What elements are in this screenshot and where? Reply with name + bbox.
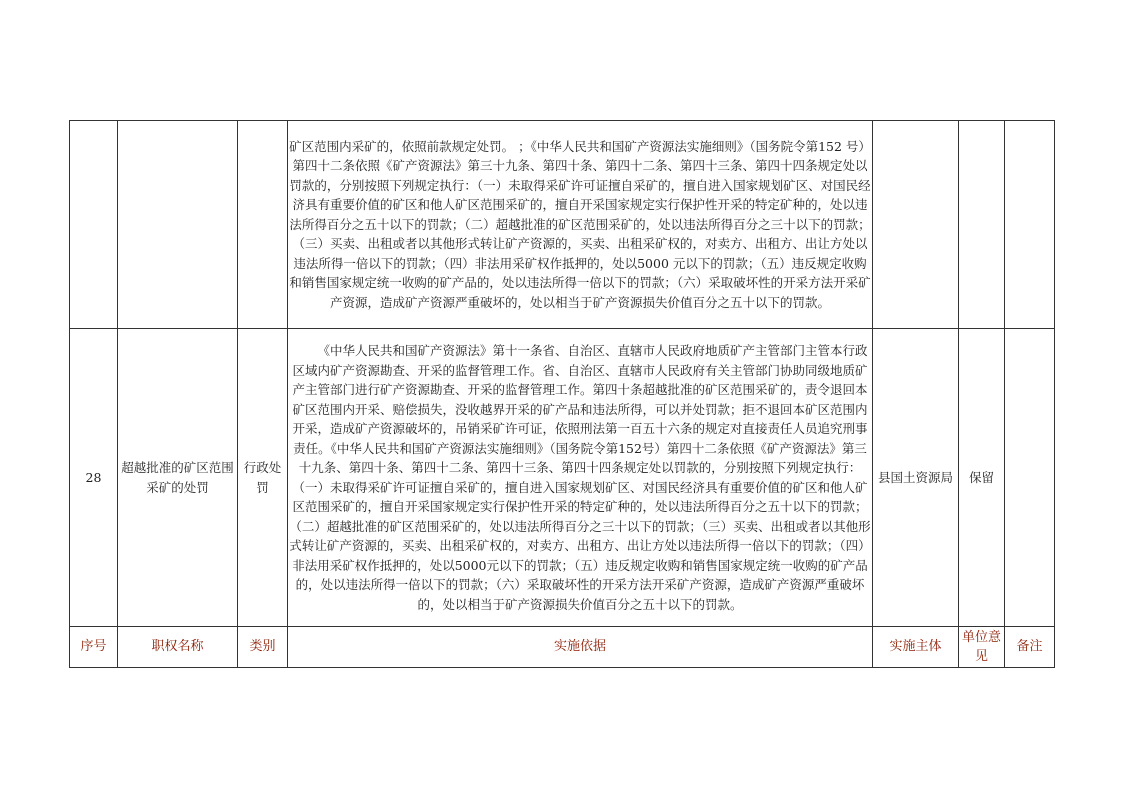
- table-row: [70, 121, 1055, 329]
- header-implementing-body: 实施主体: [873, 627, 959, 668]
- category: 行政处罚: [238, 329, 288, 627]
- header-number: 序号: [70, 627, 118, 668]
- power-name: [118, 121, 238, 329]
- row-number: 28: [70, 329, 118, 627]
- unit-opinion: [959, 121, 1005, 329]
- implementation-basis: [288, 121, 873, 329]
- implementation-basis: [288, 329, 873, 627]
- row-number: [70, 121, 118, 329]
- header-unit-opinion: 单位意见: [959, 627, 1005, 668]
- header-power-name: 职权名称: [118, 627, 238, 668]
- header-basis: 实施依据: [288, 627, 873, 668]
- basis-text: 矿区范围内采矿的，依照前款规定处罚。 ；《中华人民共和国矿产资源法实施细则》（国务院令第152 号）第四十二条依照《矿产资源法》第三十九条、第四十条、第四十二条、第四十三条、第四十四条规定处以罚款的，分别按照下列规定执行：（一）未取得采矿许可证擅自采矿的，擅自进入国家规划矿区、对国民经济具有重要价值的矿区和他人矿区范围采矿的，擅自开采国家规定实行保护性开采的特定矿种的，处以违法所得百分之五十以下的罚款；（二）超越批准的矿区范围采矿的，处以违法所得百分之三十以下的罚款；（三）买卖、出租或者以其他形式转让矿产资源的，买卖、出租采矿权的，对卖方、出租方、出让方处以违法所得一倍以下的罚款；（四）非法用采矿权作抵押的，处以5000 元以下的罚款；（五）违反规定收购和销售国家规定统一收购的矿产品的，处以违法所得一倍以下的罚款；（六）采取破坏性的开采方法开采矿产资源，造成矿产资源严重破坏的，处以相当于矿产资源损失价值百分之五十以下的罚款。: [289, 138, 871, 310]
- implementing-body: [873, 121, 959, 329]
- power-list-table: [69, 120, 1055, 668]
- basis-text: 《中华人民共和国矿产资源法》第十一条省、自治区、直辖市人民政府地质矿产主管部门主管本行政区域内矿产资源勘查、开采的监督管理工作。省、自治区、直辖市人民政府有关主管部门协助同级地质矿产主管部门进行矿产资源勘查、开采的监督管理工作。第四十条超越批准的矿区范围采矿的，责令退回本矿区范围内开采、赔偿损失，没收越界开采的矿产品和违法所得，可以并处罚款；拒不退回本矿区范围内开采，造成矿产资源破坏的，吊销采矿许可证，依照刑法第一百五十六条的规定对直接责任人员追究刑事责任。《中华人民共和国矿产资源法实施细则》（国务院令第152号）第四十二条依照《矿产资源法》第三十九条、第四十条、第四十二条、第四十三条、第四十四条规定处以罚款的，分别按照下列规定执行：（一）未取得采矿许可证擅自采矿的，擅自进入国家规划矿区、对国民经济具有重要价值的矿区和他人矿区范围采矿的，擅自开采国家规定实行保护性开采的特定矿种的，处以违法所得百分之五十以下的罚款；（二）超越批准的矿区范围采矿的，处以违法所得百分之三十以下的罚款；（三）买卖、出租或者以其他形式转让矿产资源的，买卖、出租采矿权的，对卖方、出租方、出让方处以违法所得一倍以下的罚款；（四）非法用采矿权作抵押的，处以5000元以下的罚款；（五）违反规定收购和销售国家规定统一收购的矿产品的，处以违法所得一倍以下的罚款；（六）采取破坏性的开采方法开采矿产资源，造成矿产资源严重破坏的，处以相当于矿产资源损失价值百分之五十以下的罚款。: [289, 343, 871, 612]
- header-remark: 备注: [1005, 627, 1055, 668]
- category: [238, 121, 288, 329]
- unit-opinion: 保留: [959, 329, 1005, 627]
- implementing-body: 县国土资源局: [873, 329, 959, 627]
- remark: [1005, 121, 1055, 329]
- table-header-row: [70, 627, 1055, 668]
- remark: [1005, 329, 1055, 627]
- power-name: 超越批准的矿区范围采矿的处罚: [118, 329, 238, 627]
- table-row: [70, 329, 1055, 627]
- header-category: 类别: [238, 627, 288, 668]
